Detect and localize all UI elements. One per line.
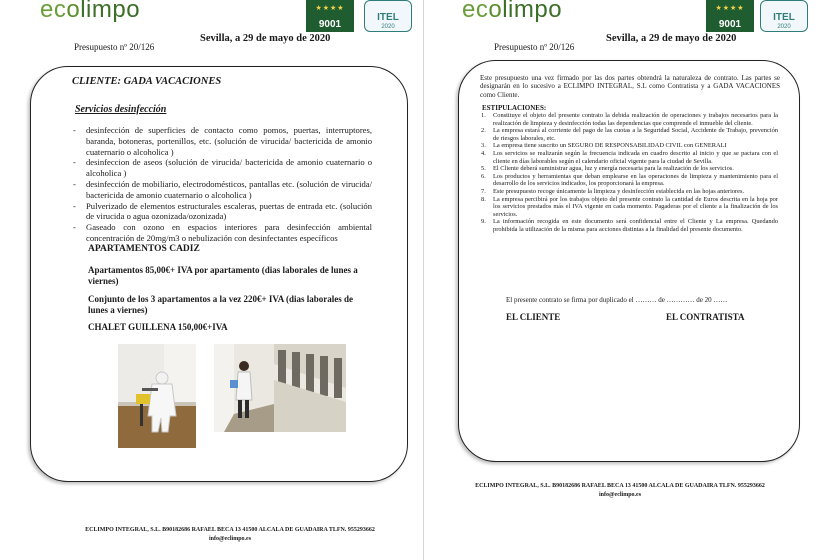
list-item: - Gaseado con ozono en espacios interiores para desinfección ambiental concentración de 20mg/m3 o nebulización con desinfectantes específicos [72, 222, 372, 244]
eclimpo-logo: ecolimpo [40, 0, 141, 23]
list-item: 7. Este presupuesto recoge únicamente la limpieza y desinfección establecida en las hojas anteriores. [481, 187, 745, 195]
price-per-apartment: Apartamentos 85,00€+ IVA por apartamento (dias laborales de lunes a viernes) [88, 265, 358, 286]
company-footer: ECLIMPO INTEGRAL, S.L. B90182686 RAFAEL BECA 13 41500 ALCALA DE GUADAIRA TLFN. 955293662 info@eclimpo.es [475, 483, 765, 498]
stipulations-list [480, 112, 778, 234]
list-item: 1. Constituye el objeto del presente contrato la debida realización de operaciones y trabajos necesarios para la realización de limpieza y desinfección todas las dependencias que comprende el inmueble del cliente. [481, 112, 778, 127]
list-item: - Pulverizado de elementos estructurales escaleras, puertas de entrada etc. (solución de virucida o agua ozonizada/ozonizada) [72, 201, 372, 223]
stipulations-title: ESTIPULACIONES: [482, 104, 547, 112]
signature-client-label: EL CLIENTE [506, 312, 561, 322]
stars-icon: ★★★★ [315, 5, 345, 12]
list-item: - desinfección de mobiliario, electrodomésticos, pantallas etc. (solución de virucida/ bactericida de amonio cuaternario o alcoholica ) [72, 179, 372, 201]
document-date: Sevilla, a 29 de mayo de 2020 [200, 33, 331, 44]
itel-badge: ITEL 2020 [364, 0, 412, 32]
list-item: 5. El Cliente deberá suministrar agua, luz y energía necesaria para la realización de los servicios. [481, 165, 734, 173]
chalet-price: CHALET GUILLENA 150,00€+IVA [88, 322, 228, 332]
list-item: 6. Los productos y herramientas que deban emplearse en las operaciones de limpieza y mantenimiento para el desarrollo de los servicios indicados, los proporcionará la empresa. [481, 172, 778, 188]
price-bundle: Conjunto de los 3 apartamentos a la vez 220€+ IVA (dias laborales de lunes a viernes) [88, 294, 353, 315]
section-title: Servicios desinfección [75, 104, 167, 115]
budget-number: Presupuesto nº 20/126 [494, 42, 575, 52]
signature-contractor-label: EL CONTRATISTA [666, 312, 745, 322]
list-item: 3. La empresa tiene suscrito un SEGURO DE RESPONSABILIDAD CIVIL con GENERALI [481, 142, 727, 150]
company-footer: ECLIMPO INTEGRAL, S.L. B90182686 RAFAEL BECA 13 41500 ALCALA DE GUADAIRA TLFN. 955293662 info@eclimpo.es [85, 527, 375, 542]
stars-icon: ★★★★ [715, 5, 745, 12]
list-item: 9. La información recogida en este documento será confidencial entre el Cliente y La empresa. Quedando prohibida la utilización de la misma para acciones distintas a la finalidad del presente documento. [481, 218, 778, 233]
list-item: 4. Los servicios se realizarán según la frecuencia indicada en cuadro descrito al inicio y que se pactara con el cliente en días laborables según el calendario oficial vigente para la ciudad de Sevilla. [481, 149, 778, 165]
itel-badge: ITEL 2020 [760, 0, 808, 32]
iso-9001-badge: ★★★★ 9001 [706, 0, 754, 32]
budget-number: Presupuesto nº 20/126 [74, 42, 155, 52]
document-date: Sevilla, a 29 de mayo de 2020 [606, 33, 737, 44]
list-item: - desinfección de superficies de contacto como pomos, puertas, interruptores, baranda, botoneras, portenillos, etc. (solución de virucida/ bactericida de amonio cuaternario o alcoholica ) [72, 125, 372, 157]
contract-intro: Este presupuesto una vez firmado por las dos partes obtendrá la naturaleza de contrato. Las partes se designarán en lo sucesivo a ECLIMPO INTEGRAL, S.L como Contratista y a GADA VACACIONES como Cliente. [480, 74, 780, 99]
list-item: - desinfeccion de aseos (solución de virucida/ bactericida de amonio cuaternario o alcoholica ) [72, 157, 372, 179]
eclimpo-logo: ecolimpo [462, 0, 563, 23]
list-item: 8. La empresa percibirá por los trabajos objeto del presente contrato la cantidad de Euros descrita en la hoja por los servicios prestados más el IVA vigente en cada momento. Pagaderas por el cliente a la finalización de los servicios. [481, 195, 778, 218]
apartments-title: APARTAMENTOS CADIZ [88, 244, 200, 254]
list-item: 2. La empresa estará al corriente del pago de las cuotas a la Seguridad Social, Accidente de Trabajo, prevención de riesgos laborales, etc. [481, 127, 778, 142]
signature-date-line: El presente contrato se firma por duplicado el ……… de ………… de 20 …… [506, 296, 728, 304]
iso-9001-badge: ★★★★ 9001 [306, 0, 354, 32]
client-name: CLIENTE: GADA VACACIONES [72, 76, 222, 87]
